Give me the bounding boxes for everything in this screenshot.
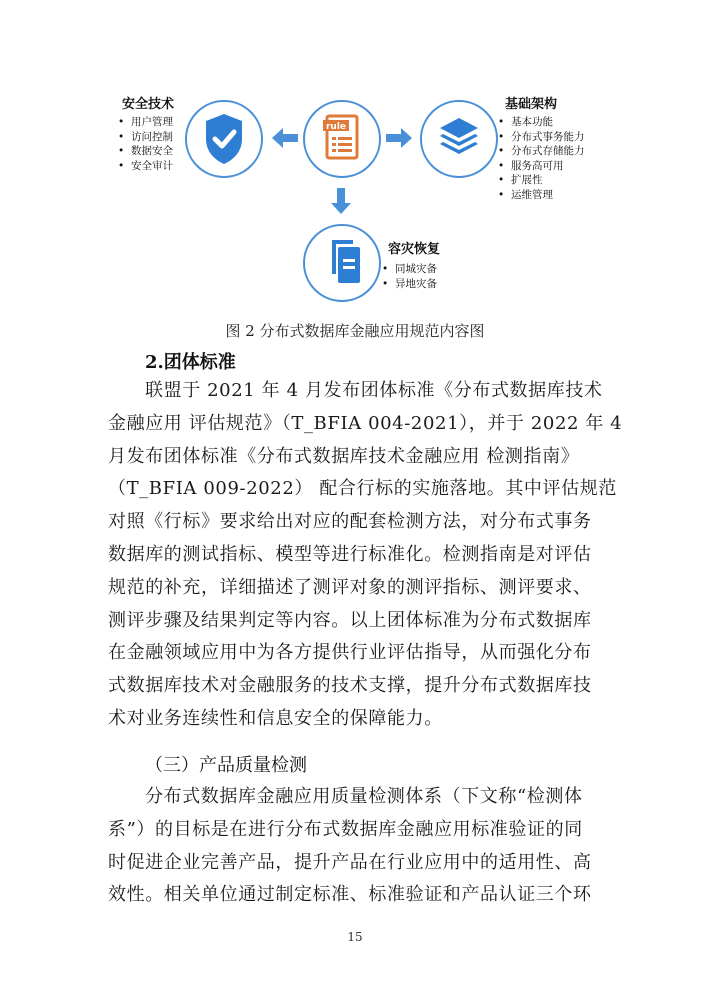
page-number: 15	[347, 930, 363, 944]
figure-caption: 图 2 分布式数据库金融应用规范内容图	[225, 322, 485, 340]
paragraph-line: 测评步骤及结果判定等内容。以上团体标准为分布式数据库	[108, 609, 592, 631]
paragraph-line: 金融应用 评估规范》（T_BFIA 004-2021），并于 2022 年 4	[108, 412, 623, 434]
section-heading: 2.团体标准	[145, 352, 236, 373]
security-list	[118, 115, 173, 173]
documents-copy-icon	[305, 226, 379, 300]
disaster-item: • 同城灾备	[382, 262, 437, 277]
infrastructure-circle	[420, 100, 498, 178]
paragraph-line: 数据库的测试指标、模型等进行标准化。检测指南是对评估	[108, 543, 592, 565]
infrastructure-title: 基础架构	[505, 97, 558, 112]
shield-check-icon	[187, 102, 261, 176]
paragraph-line: 术对业务连续性和信息安全的保障能力。	[108, 707, 443, 729]
paragraph-2	[108, 781, 604, 912]
paragraph-line: 效性。相关单位通过制定标准、标准验证和产品认证三个环	[108, 884, 592, 906]
paragraph-line: 式数据库技术对金融服务的技术支撑，提升分布式数据库技	[108, 675, 592, 697]
infrastructure-item: • 扩展性	[498, 173, 585, 188]
security-circle	[185, 100, 263, 178]
paragraph-line: 时促进企业完善产品，提升产品在行业应用中的适用性、高	[108, 851, 592, 873]
disaster-title: 容灾恢复	[388, 242, 441, 257]
paragraph-line: （T_BFIA 009-2022） 配合行标的实施落地。其中评估规范	[108, 478, 617, 500]
paragraph-line: 规范的补充，详细描述了测评对象的测评指标、测评要求、	[108, 576, 592, 598]
paragraph-line: 联盟于 2021 年 4 月发布团体标准《分布式数据库技术	[145, 380, 603, 401]
content-diagram	[0, 0, 710, 320]
security-title: 安全技术	[122, 97, 175, 112]
infrastructure-item: • 基本功能	[498, 115, 585, 130]
paragraph-line: 在金融领域应用中为各方提供行业评估指导，从而强化分布	[108, 642, 592, 664]
rule-label: rule	[325, 122, 347, 132]
infrastructure-item: • 分布式事务能力	[498, 130, 585, 145]
layers-icon	[422, 102, 496, 176]
paragraph-line: 对照《行标》要求给出对应的配套检测方法，对分布式事务	[108, 511, 592, 533]
arrow-down-icon	[331, 188, 351, 214]
disaster-circle	[303, 224, 381, 302]
security-item: • 访问控制	[118, 130, 173, 145]
infrastructure-list	[498, 115, 585, 202]
security-item: • 用户管理	[118, 115, 173, 130]
subsection-heading: （三）产品质量检测	[145, 755, 307, 776]
rule-circle	[303, 100, 381, 178]
arrow-left-icon	[272, 128, 298, 148]
paragraph-line: 月发布团体标准《分布式数据库技术金融应用 检测指南》	[108, 445, 580, 467]
infrastructure-item: • 运维管理	[498, 188, 585, 203]
paragraph-1	[108, 375, 623, 736]
arrow-right-icon	[386, 128, 412, 148]
paragraph-line: 系”）的目标是在进行分布式数据库金融应用标准验证的同	[108, 818, 583, 840]
rule-document-icon	[305, 102, 379, 176]
security-item: • 安全审计	[118, 159, 173, 174]
disaster-item: • 异地灾备	[382, 277, 437, 292]
disaster-list	[382, 262, 437, 291]
infrastructure-item: • 服务高可用	[498, 159, 585, 174]
paragraph-line: 分布式数据库金融应用质量检测体系（下文称“检测体	[145, 786, 583, 807]
infrastructure-item: • 分布式存储能力	[498, 144, 585, 159]
security-item: • 数据安全	[118, 144, 173, 159]
